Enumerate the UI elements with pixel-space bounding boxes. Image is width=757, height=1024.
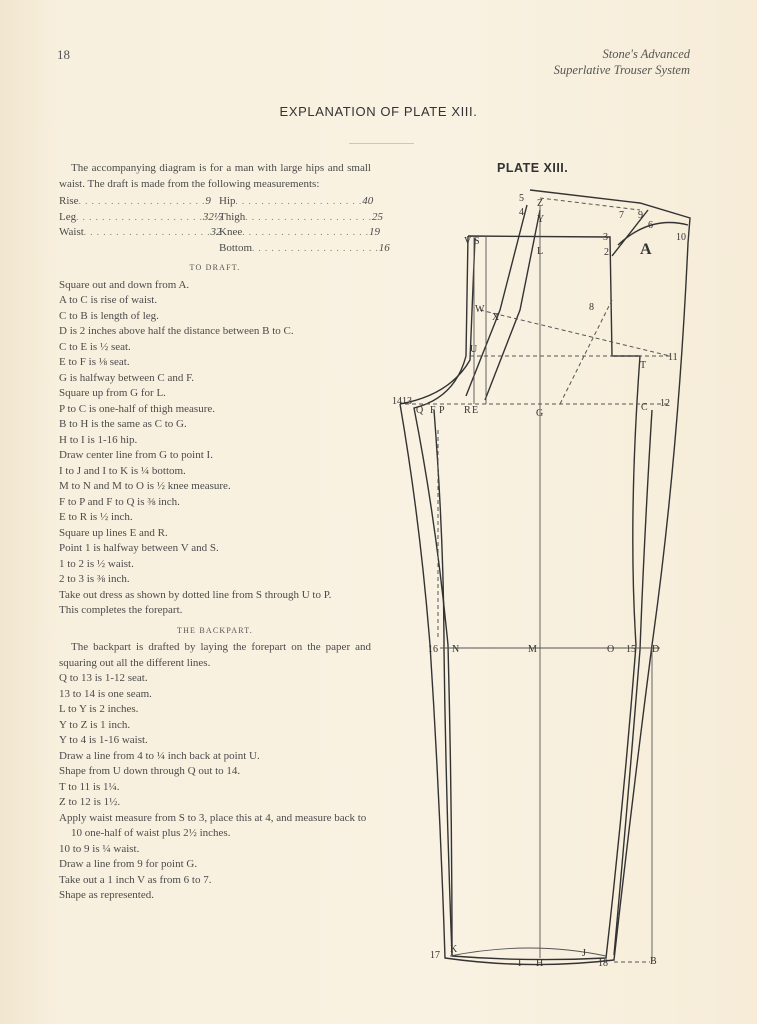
label-q: Q (416, 405, 424, 416)
label-l: L (537, 246, 544, 257)
draft-step: Y to Z is 1 inch. (59, 718, 131, 731)
label-w: W (475, 304, 485, 315)
label-z: Z (537, 198, 544, 209)
seat-seam (466, 205, 527, 396)
label-a: A (640, 241, 652, 258)
draft-step: Apply waist measure from S to 3, place this at 4, and measure back to 10 one-half of waist plus 2½ inches. (59, 811, 367, 839)
measurement-value: 9 (205, 195, 211, 207)
label-8: 8 (589, 302, 594, 313)
label-3: 3 (603, 232, 608, 243)
label-b: B (650, 956, 657, 967)
measurement-label: Waist (59, 226, 84, 238)
backpart-heading: THE BACKPART. (176, 625, 254, 635)
leader-dots: . . . . . . . . . . . . . . . . . . . . (235, 196, 363, 206)
label-m: M (528, 644, 537, 655)
leader-dots: . . . . . . . . . . . . . . . . . . . . (78, 196, 206, 206)
draft-step: Square out and down from A. (59, 278, 190, 291)
leader-dots: . . . . . . . . . . . . . . . . . . . . (242, 227, 369, 237)
draft-step: B to H is the same as C to G. (59, 418, 187, 430)
draft-step: H to I is 1-16 hip. (59, 433, 138, 446)
centre-dash (560, 300, 612, 404)
measurement-label: Bottom (219, 241, 253, 254)
draft-step: P to C is one-half of thigh measure. (59, 402, 216, 415)
label-18: 18 (598, 958, 608, 969)
draft-step: Q to 13 is 1-12 seat. (59, 672, 148, 684)
label-r: R (464, 405, 471, 416)
measurement-value: 16 (378, 241, 390, 254)
label-u: U (470, 344, 478, 355)
draft-step: C to E is ½ seat. (59, 340, 131, 353)
leader-dots: . . . . . . . . . . . . . . . . . . . . (252, 242, 379, 253)
label-7: 7 (619, 210, 624, 221)
measurement-value: 32 (210, 226, 222, 238)
draft-step: Draw a line from 9 for point G. (59, 858, 198, 870)
page-number: 18 (57, 47, 70, 62)
draft-step: Point 1 is halfway between V and S. (59, 542, 219, 554)
draft-step: Take out dress as shown by dotted line from S through U to P. (59, 588, 332, 601)
draft-step: D is 2 inches above half the distance between B to C. (59, 325, 294, 337)
waist-dash (540, 198, 640, 210)
draft-step: Shape from U down through Q out to 14. (59, 765, 241, 777)
outline-strokes (400, 190, 690, 965)
label-i: I (518, 958, 522, 969)
draft-step: 2 to 3 is ⅜ inch. (59, 573, 130, 585)
draft-step: E to F is ⅛ seat. (59, 356, 130, 368)
measurement-label: Leg (59, 210, 77, 223)
label-12: 12 (660, 398, 670, 409)
page-title: EXPLANATION OF PLATE XIII. (279, 104, 478, 119)
label-11: 11 (668, 352, 678, 363)
draft-step: Draw center line from G to point I. (59, 449, 213, 461)
draft-step: 10 to 9 is ¼ waist. (59, 842, 140, 855)
label-f: F (430, 405, 436, 416)
label-c: C (641, 402, 648, 413)
measurement-label: Hip (219, 195, 236, 207)
label-n: N (452, 644, 460, 655)
measurement-label: Knee (219, 226, 243, 238)
label-16: 16 (428, 644, 438, 655)
diagonal-dash (480, 310, 670, 356)
label-y: Y (537, 214, 545, 225)
label-h: H (536, 958, 544, 969)
label-k: K (450, 944, 458, 955)
draft-step: F to P and F to Q is ⅜ inch. (59, 495, 180, 508)
label-p: P (439, 405, 445, 416)
backpart-fork (400, 238, 475, 404)
measurement-label: Rise (59, 195, 79, 207)
draft-step: Square up from G for L. (59, 387, 166, 399)
backpart-intro: The backpart is drafted by laying the forepart on the paper and squaring out all the different lines. (59, 641, 371, 669)
leader-dots: . . . . . . . . . . . . . . . . . . . . (76, 211, 203, 222)
measurement-label: Thigh (219, 210, 246, 223)
draft-step: M to N and M to O is ½ knee measure. (59, 480, 231, 492)
label-9: 9 (638, 210, 643, 221)
plate-labels (392, 193, 686, 969)
label-2: 2 (604, 247, 609, 258)
draft-step: 13 to 14 is one seam. (59, 687, 152, 700)
draft-step: A to C is rise of waist. (59, 294, 158, 306)
label-5: 5 (519, 193, 524, 204)
intro-paragraph: The accompanying diagram is for a man with large hips and small waist. The draft is made from the following measurements: (59, 162, 371, 190)
measurement-value: 25 (372, 210, 384, 223)
label-t: T (640, 360, 647, 371)
draft-step: Z to 12 is 1½. (59, 796, 121, 808)
label-j: J (582, 948, 586, 959)
draft-step: Draw a line from 4 to ¼ inch back at point U. (59, 749, 260, 762)
label-g: G (536, 408, 544, 419)
label-s: S (474, 236, 480, 247)
label-10: 10 (676, 232, 686, 243)
to-draft-heading: TO DRAFT. (189, 263, 241, 272)
running-title-line1: Stone's Advanced (602, 47, 690, 61)
draft-step: C to B is length of leg. (59, 309, 159, 322)
construction-lines (405, 198, 672, 962)
seat-seam-inner (485, 210, 540, 400)
label-6: 6 (648, 220, 653, 231)
label-4: 4 (519, 207, 524, 218)
measurement-value: 19 (368, 226, 380, 238)
draft-step: G is halfway between C and F. (59, 371, 195, 384)
label-o: O (607, 644, 615, 655)
measurement-value: 40 (362, 195, 374, 207)
draft-step: T to 11 is 1¼. (59, 780, 120, 793)
plate-title: PLATE XIII. (497, 161, 569, 175)
label-x: X (492, 312, 500, 323)
draft-step: L to Y is 2 inches. (59, 703, 139, 715)
draft-step: Square up lines E and R. (59, 526, 168, 539)
measurement-value: 32½ (202, 210, 223, 223)
label-e: E (472, 405, 479, 416)
draft-step: Shape as represented. (59, 889, 154, 901)
draft-step: 1 to 2 is ½ waist. (59, 557, 134, 570)
draft-step: This completes the forepart. (59, 604, 183, 616)
label-14-13: 1413 (392, 396, 412, 407)
draft-step: Y to 4 is 1-16 waist. (59, 734, 148, 746)
leader-dots: . . . . . . . . . . . . . . . . . . . . (245, 211, 373, 222)
label-15: 15 (626, 644, 636, 655)
draft-step: E to R is ½ inch. (59, 511, 133, 523)
leader-dots: . . . . . . . . . . . . . . . . . . . . (83, 227, 211, 237)
draft-step: Take out a 1 inch V as from 6 to 7. (59, 873, 212, 886)
label-d: D (652, 644, 660, 655)
label-17: 17 (430, 950, 440, 961)
running-title-line2: Superlative Trouser System (553, 63, 690, 77)
draft-step: I to J and I to K is ¼ bottom. (59, 464, 186, 477)
label-v: V (464, 236, 472, 247)
